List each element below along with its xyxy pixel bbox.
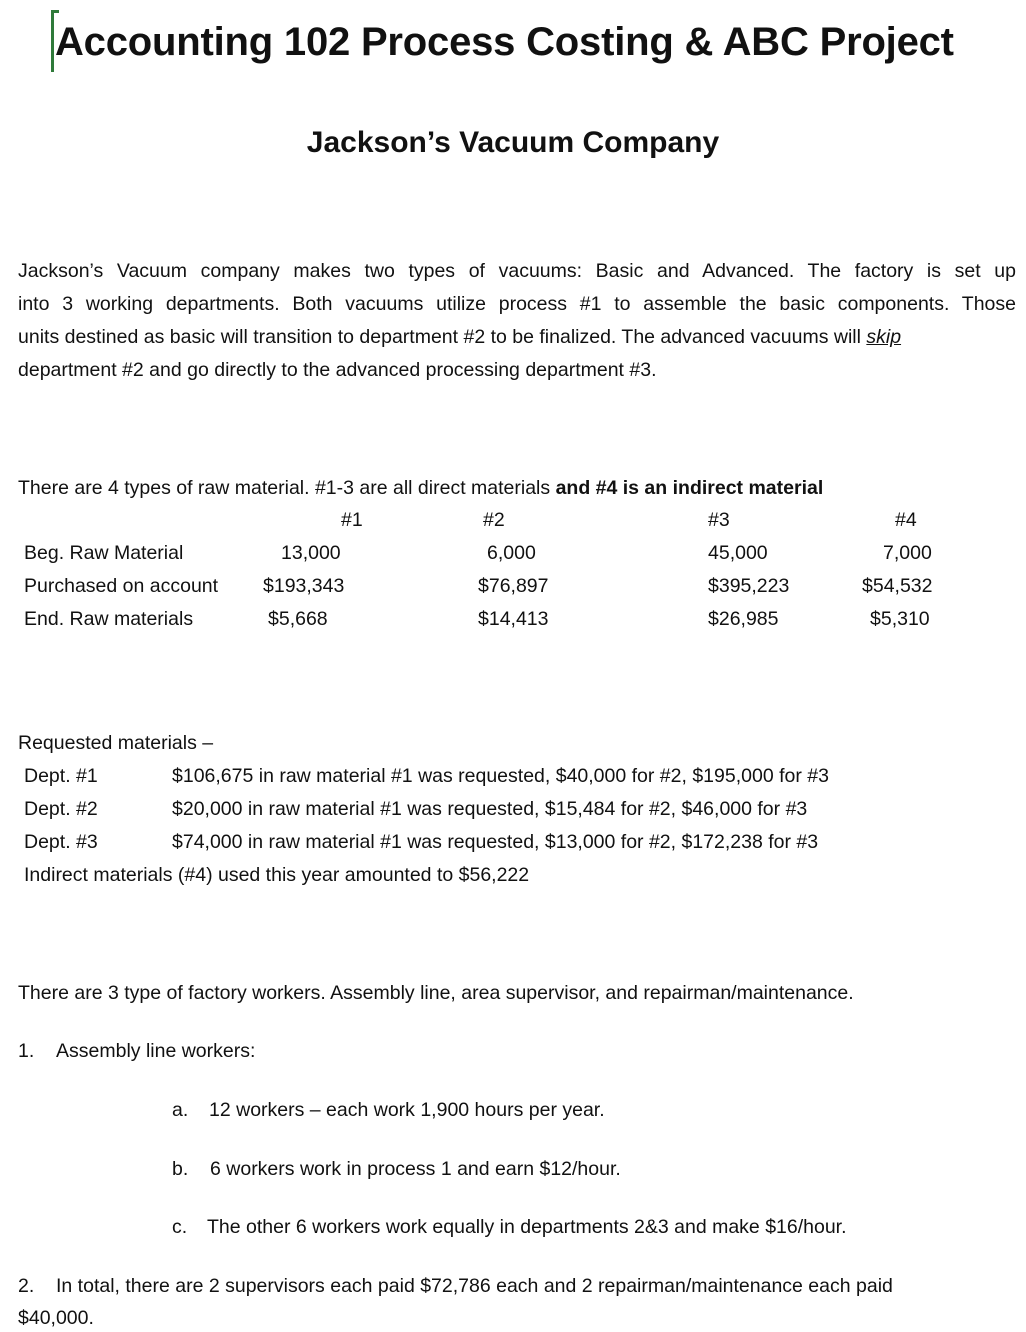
column-header-4: #4 [895, 509, 917, 531]
company-subtitle: Jackson’s Vacuum Company [306, 126, 720, 159]
table-cell: 6,000 [487, 542, 536, 564]
list-item-supervisors-line-1: In total, there are 2 supervisors each paid $72,786 each and 2 repairman/maintenance each paid [56, 1275, 893, 1297]
dept-label: Dept. #3 [24, 831, 98, 853]
intro-line-4: department #2 and go directly to the advanced processing department #3. [18, 359, 657, 381]
dept-request-text: $74,000 in raw material #1 was requested, $13,000 for #2, $172,238 for #3 [172, 831, 819, 853]
table-cell: $54,532 [862, 575, 933, 597]
sublist-letter: c. [172, 1216, 188, 1238]
sublist-item: 6 workers work in process 1 and earn $12/hour. [210, 1158, 621, 1180]
skip-emphasis: skip [866, 326, 902, 348]
requested-materials-heading: Requested materials – [18, 732, 214, 754]
table-cell: $14,413 [478, 608, 549, 630]
table-cell: 13,000 [281, 542, 341, 564]
dept-label: Dept. #1 [24, 765, 98, 787]
column-header-1: #1 [341, 509, 363, 531]
sublist-item: 12 workers – each work 1,900 hours per year. [209, 1099, 605, 1121]
row-label-beg-raw: Beg. Raw Material [24, 542, 184, 564]
sublist-letter: b. [172, 1158, 189, 1180]
intro-line-1: Jackson’s Vacuum company makes two types of vacuums: Basic and Advanced. The factory is set up [18, 260, 1016, 282]
intro-line-3-text: units destined as basic will transition to department #2 to be finalized. The advanced vacuums will [18, 326, 867, 348]
table-cell: 45,000 [708, 542, 768, 564]
raw-materials-intro-text: There are 4 types of raw material. #1-3 are all direct materials [18, 477, 556, 499]
table-cell: $395,223 [708, 575, 790, 597]
sublist-item: The other 6 workers work equally in departments 2&3 and make $16/hour. [207, 1216, 847, 1238]
indirect-materials-note: Indirect materials (#4) used this year amounted to $56,222 [24, 864, 530, 886]
dept-request-text: $20,000 in raw material #1 was requested, $15,484 for #2, $46,000 for #3 [172, 798, 808, 820]
table-cell: 7,000 [883, 542, 932, 564]
list-number: 1. [18, 1040, 35, 1062]
table-cell: $5,310 [870, 608, 930, 630]
table-cell: $193,343 [263, 575, 345, 597]
row-label-purchased: Purchased on account [24, 575, 219, 597]
intro-line-2: into 3 working departments. Both vacuums utilize process #1 to assemble the basic components. Those [18, 293, 1016, 315]
text-cursor [51, 10, 54, 72]
table-cell: $26,985 [708, 608, 779, 630]
workers-intro: There are 3 type of factory workers. Assembly line, area supervisor, and repairman/maintenance. [18, 982, 854, 1004]
document-title: Accounting 102 Process Costing & ABC Project [55, 20, 954, 64]
column-header-2: #2 [483, 509, 505, 531]
dept-label: Dept. #2 [24, 798, 98, 820]
table-cell: $76,897 [478, 575, 549, 597]
list-number: 2. [18, 1275, 35, 1297]
column-header-3: #3 [708, 509, 730, 531]
list-item-assembly-workers: Assembly line workers: [56, 1040, 256, 1062]
text-cursor-flag [51, 10, 59, 13]
list-item-supervisors-line-2: $40,000. [18, 1307, 94, 1329]
sublist-letter: a. [172, 1099, 189, 1121]
intro-line-3 [18, 328, 901, 348]
raw-materials-intro [18, 479, 823, 499]
raw-materials-intro-bold: and #4 is an indirect material [555, 477, 824, 499]
row-label-end-raw: End. Raw materials [24, 608, 194, 630]
table-cell: $5,668 [268, 608, 328, 630]
dept-request-text: $106,675 in raw material #1 was requested, $40,000 for #2, $195,000 for #3 [172, 765, 829, 787]
